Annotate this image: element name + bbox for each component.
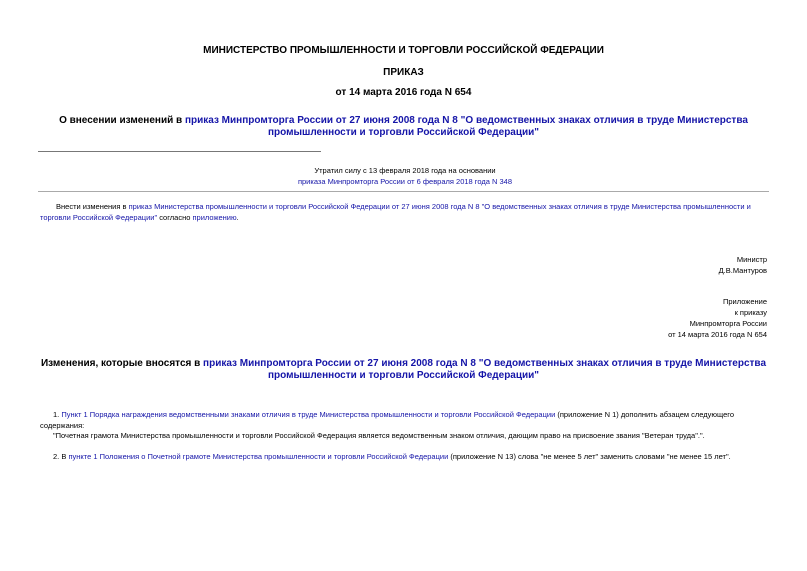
repeal-notice bbox=[245, 165, 565, 187]
changes-prefix: Изменения, которые вносятся в bbox=[40, 358, 204, 369]
intro-appendix-link[interactable]: приложению bbox=[192, 213, 237, 222]
intro-middle: согласно bbox=[157, 213, 193, 222]
repeal-order-link[interactable]: приказа Минпромторга России от 6 февраля 2018 года N 348 bbox=[297, 177, 513, 186]
intro-suffix: . bbox=[236, 213, 239, 222]
item1-prefix: 1. bbox=[53, 410, 62, 419]
intro-paragraph bbox=[40, 201, 772, 223]
intro-order-link[interactable]: приказ Министерства промышленности и торговли Российской Федерации от 27 июня 2008 года N 8 "О ведомственных знаках отличия в труде Министерства промышленности и торговли Российской Федерации" bbox=[40, 202, 751, 222]
appendix-line-1: Приложение bbox=[723, 297, 767, 306]
changes-order-link[interactable]: приказ Минпромторга России от 27 июня 2008 года N 8 "О ведомственных знаках отличия в труде Министерства промышленности и торговли Российской Федерации" bbox=[203, 358, 767, 381]
appendix-line-3: Минпромторга России bbox=[689, 319, 767, 328]
appendix-line-2: к приказу bbox=[734, 308, 767, 317]
change-item-1 bbox=[40, 409, 770, 431]
item2-suffix: (приложение N 13) слова "не менее 5 лет" заменить словами "не менее 15 лет". bbox=[448, 452, 731, 461]
signature-block bbox=[719, 254, 767, 276]
item1-suffix: (приложение N 1) дополнить абзацем следующего содержания: bbox=[40, 410, 735, 430]
title-order-link[interactable]: приказ Минпромторга России от 27 июня 2008 года N 8 "О ведомственных знаках отличия в труде Министерства промышленности и торговли Российской Федерации" bbox=[184, 115, 748, 138]
change-item-1-quote: "Почетная грамота Министерства промышленности и торговли Российской Федерация является ведомственным знаком отличия, дающим право на присвоение звания "Ветеран труда".". bbox=[53, 431, 705, 440]
item1-link[interactable]: Пункт 1 Порядка награждения ведомственными знаками отличия в труде Министерства промышленности и торговли Российской Федерации bbox=[61, 410, 556, 419]
appendix-block bbox=[668, 296, 767, 340]
document-type: ПРИКАЗ bbox=[383, 67, 424, 78]
notice-divider bbox=[38, 191, 769, 192]
change-item-2 bbox=[40, 451, 770, 462]
changes-heading bbox=[30, 358, 777, 382]
repeal-text: Утратил силу с 13 февраля 2018 года на основании bbox=[314, 166, 496, 175]
signature-name: Д.В.Мантуров bbox=[718, 266, 767, 275]
top-divider bbox=[38, 151, 321, 152]
document-title bbox=[40, 115, 767, 139]
title-prefix: О внесении изменений в bbox=[59, 115, 185, 126]
appendix-line-4: от 14 марта 2016 года N 654 bbox=[668, 330, 767, 339]
signature-position: Министр bbox=[736, 255, 767, 264]
ministry-heading: МИНИСТЕРСТВО ПРОМЫШЛЕННОСТИ И ТОРГОВЛИ РОССИЙСКОЙ ФЕДЕРАЦИИ bbox=[203, 45, 604, 56]
intro-prefix: Внести изменения в bbox=[56, 202, 129, 211]
document-date-number: от 14 марта 2016 года N 654 bbox=[335, 87, 472, 98]
item2-link[interactable]: пункте 1 Положения о Почетной грамоте Министерства промышленности и торговли Российской Федерации bbox=[68, 452, 449, 461]
item2-prefix: 2. В bbox=[53, 452, 69, 461]
